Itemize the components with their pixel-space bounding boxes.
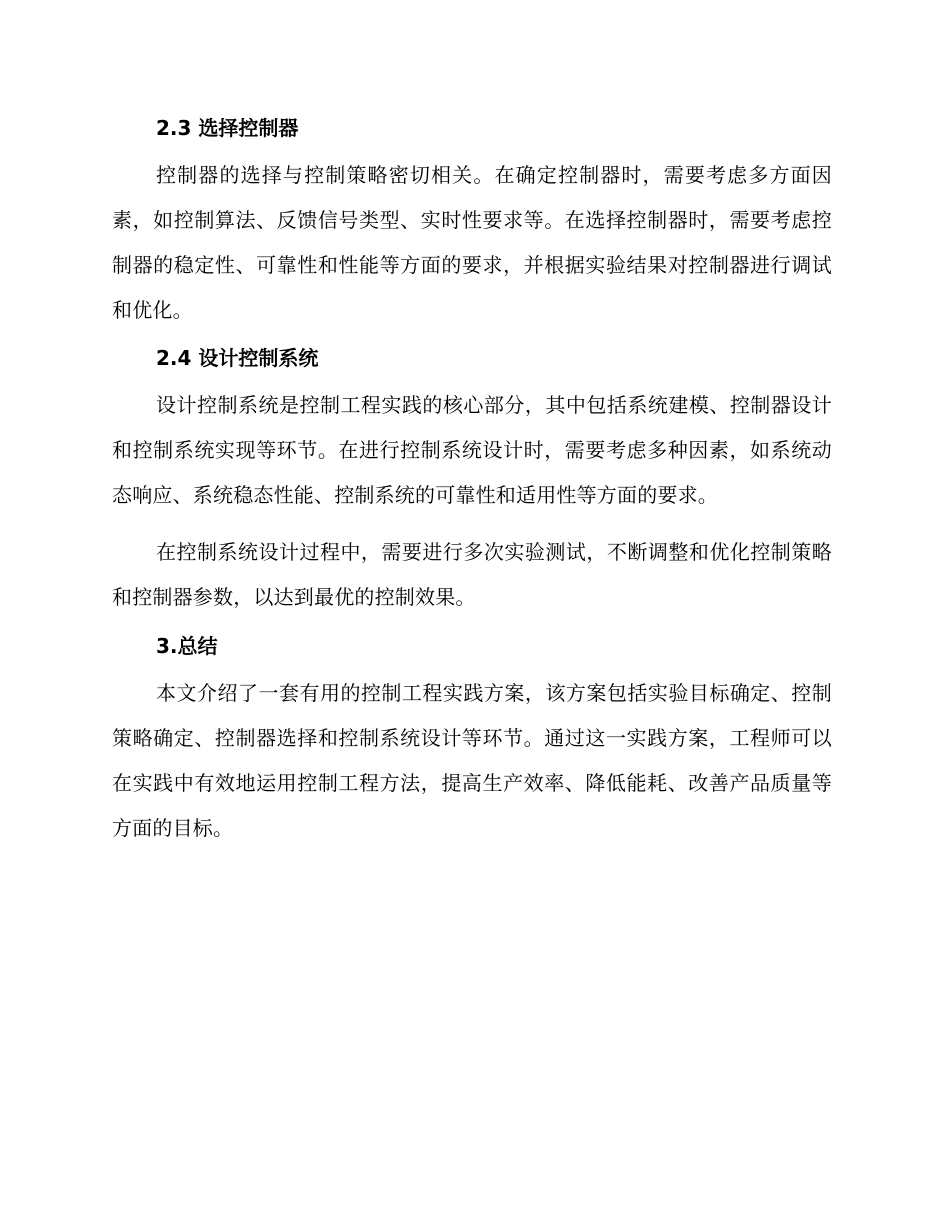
section-heading-2-4: 2.4 设计控制系统: [156, 346, 319, 370]
section-heading-3: 3.总结: [156, 634, 218, 658]
section-2-4-paragraph-2: 在控制系统设计过程中，需要进行多次实验测试，不断调整和优化控制策略和控制器参数，以达到最优的控制效果。: [112, 540, 832, 609]
section-2-3-paragraph: 控制器的选择与控制策略密切相关。在确定控制器时，需要考虑多方面因素，如控制算法、反馈信号类型、实时性要求等。在选择控制器时，需要考虑控制器的稳定性、可靠性和性能等方面的要求，并根据实验结果对控制器进行调试和优化。: [112, 163, 832, 322]
section-2-4-paragraph-1: 设计控制系统是控制工程实践的核心部分，其中包括系统建模、控制器设计和控制系统实现等环节。在进行控制系统设计时，需要考虑多种因素，如系统动态响应、系统稳态性能、控制系统的可靠性和适用性等方面的要求。: [112, 393, 832, 507]
section-3-paragraph: 本文介绍了一套有用的控制工程实践方案，该方案包括实验目标确定、控制策略确定、控制器选择和控制系统设计等环节。通过这一实践方案，工程师可以在实践中有效地运用控制工程方法，提高生产效率、降低能耗、改善产品质量等方面的目标。: [112, 681, 832, 840]
document-body: [112, 112, 832, 851]
section-heading-2-3: 2.3 选择控制器: [156, 116, 299, 140]
